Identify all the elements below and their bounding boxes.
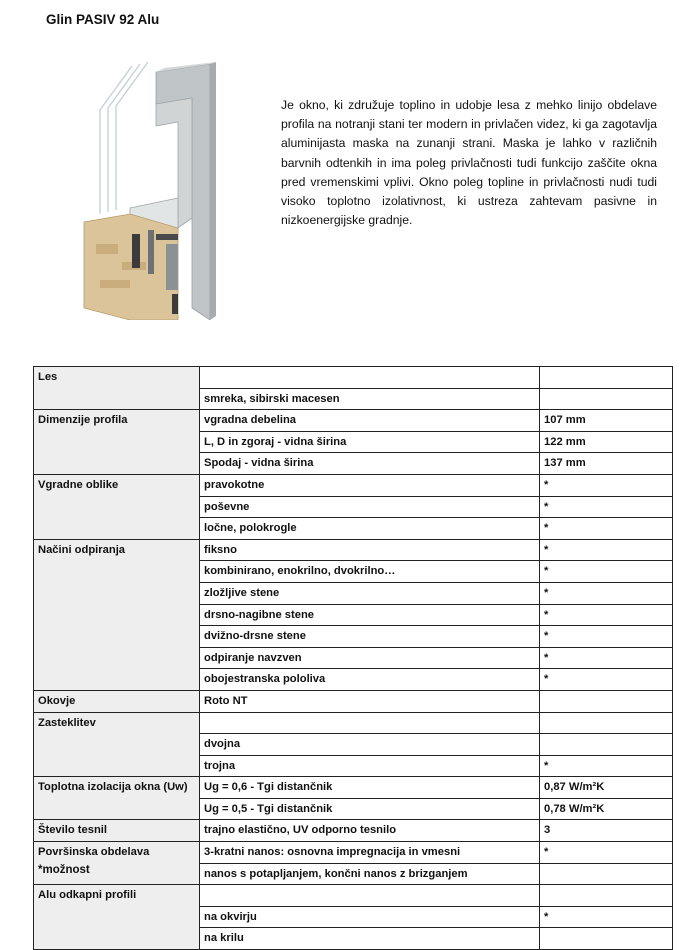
spec-category: Število tesnil [34,820,200,842]
spec-label: na okvirju [200,906,540,928]
spec-category: Toplotna izolacija okna (Uw) [34,777,200,820]
spec-label: kombinirano, enokrilno, dvokrilno… [200,561,540,583]
table-row [34,820,673,842]
specification-body [34,367,673,950]
table-row [34,474,673,496]
spec-value [540,388,673,410]
spec-value: 0,87 W/m²K [540,777,673,799]
table-row [34,842,673,864]
spec-label: odpiranje navzven [200,647,540,669]
table-row [34,885,673,907]
spec-label: L, D in zgoraj - vidna širina [200,431,540,453]
spec-label: na krilu [200,928,540,950]
spec-label: drsno-nagibne stene [200,604,540,626]
spec-label: vgradna debelina [200,410,540,432]
page-title: Glin PASIV 92 Alu [46,12,160,27]
table-row [34,410,673,432]
footnote: *možnost [38,864,90,876]
spec-value: * [540,842,673,864]
table-row [34,367,673,389]
spec-value: 3 [540,820,673,842]
spec-value [540,734,673,756]
product-description: Je okno, ki združuje toplino in udobje lesa z mehko linijo obdelave profila na notranji stani ter modern in privlačen videz, ki ga zagotavlja aluminijasta maska na zunanji strani. Maska je lahko v različnih barvnih odtenkih in ima poleg privlačnosti tudi funkcijo zaščite okna pred vremenskimi vplivi. Okno poleg topline in privlačnosti nudi tudi visoko toplotno izolativnost, ki ustreza zahtevam pasivne in nizkoenergijske gradnje. [281,98,657,228]
spec-label [200,367,540,389]
spec-value: * [540,474,673,496]
spec-value: 137 mm [540,453,673,475]
spec-label [200,712,540,734]
spec-category: Površinska obdelava [34,842,200,885]
spec-value: * [540,669,673,691]
spec-label: ločne, polokrogle [200,518,540,540]
spec-label: trojna [200,755,540,777]
spec-value: * [540,539,673,561]
spec-value [540,690,673,712]
spec-category: Dimenzije profila [34,410,200,475]
spec-label: obojestranska pololiva [200,669,540,691]
spec-label: pravokotne [200,474,540,496]
spec-value: * [540,626,673,648]
spec-value: * [540,906,673,928]
spec-label: zložljive stene [200,582,540,604]
spec-label: Roto NT [200,690,540,712]
spec-value: * [540,496,673,518]
table-row [34,539,673,561]
spec-label: Ug = 0,6 - Tgi distančnik [200,777,540,799]
spec-label: poševne [200,496,540,518]
spec-category: Les [34,367,200,410]
spec-label: trajno elastično, UV odporno tesnilo [200,820,540,842]
spec-value [540,367,673,389]
spec-label: 3-kratni nanos: osnovna impregnacija in vmesni [200,842,540,864]
spec-value: 122 mm [540,431,673,453]
spec-category: Okovje [34,690,200,712]
spec-value: * [540,647,673,669]
spec-label: dvojna [200,734,540,756]
spec-value: * [540,582,673,604]
spec-value: * [540,755,673,777]
table-row [34,690,673,712]
spec-label: smreka, sibirski macesen [200,388,540,410]
spec-value: 107 mm [540,410,673,432]
spec-category: Načini odpiranja [34,539,200,690]
specification-table [33,366,673,950]
spec-value: * [540,604,673,626]
spec-label: Spodaj - vidna širina [200,453,540,475]
spec-value: * [540,518,673,540]
spec-category: Zasteklitev [34,712,200,777]
table-row [34,777,673,799]
spec-label: fiksno [200,539,540,561]
table-row [34,712,673,734]
spec-label [200,885,540,907]
spec-value [540,885,673,907]
spec-value [540,863,673,885]
spec-value: 0,78 W/m²K [540,798,673,820]
spec-value [540,712,673,734]
spec-category: Vgradne oblike [34,474,200,539]
window-profile-image [70,58,250,320]
spec-value [540,928,673,950]
spec-label: nanos s potapljanjem, končni nanos z brizganjem [200,863,540,885]
spec-value: * [540,561,673,583]
spec-label: Ug = 0,5 - Tgi distančnik [200,798,540,820]
spec-category: Alu odkapni profili [34,885,200,950]
spec-label: dvižno-drsne stene [200,626,540,648]
